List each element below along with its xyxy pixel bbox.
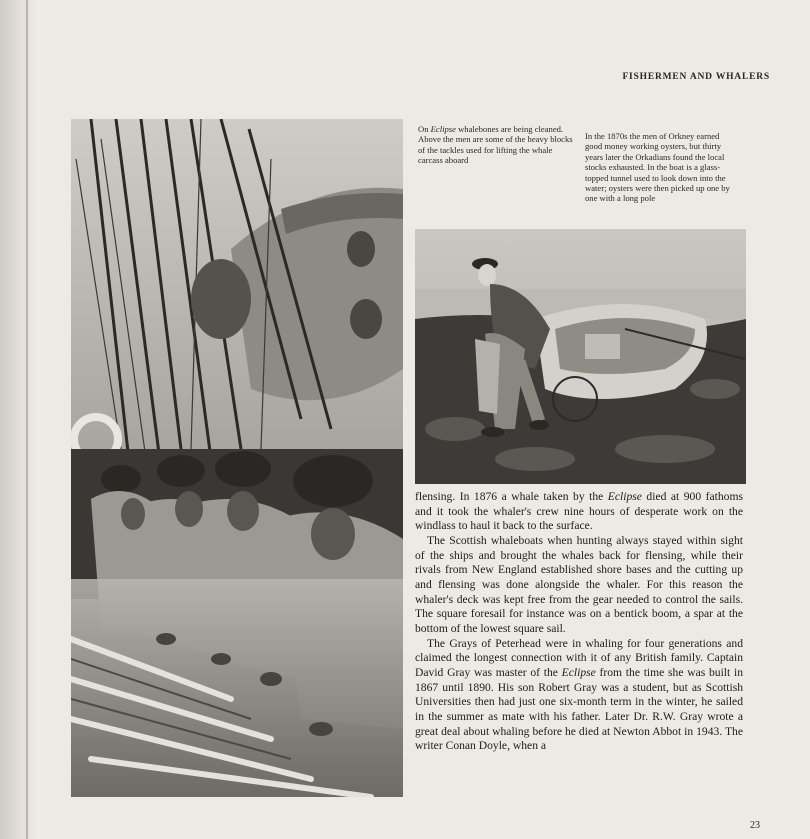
body-paragraph-2: The Scottish whaleboats when hunting always stayed within sight of the ships and brought the whales back for flensing, while their rivals from New England established shore bases and the cutting up and flensing was done alongside the whaler. For this reason the whaler's deck was kept free from the gear needed to control the sails. The square foresail for instance was on a bentick boom, a spar at the bottom of the lowest square sail.: [415, 533, 743, 635]
caption-left-pre: On: [418, 124, 431, 134]
book-gutter: [0, 0, 40, 839]
whalers-photo: [71, 119, 403, 797]
caption-left-post: whalebones are being cleaned. Above the men are some of the heavy blocks of the tackles used for lifting the whale carcass aboard: [418, 124, 573, 166]
body-p1-a: flensing. In 1876 a whale taken by the: [415, 490, 608, 503]
body-p3-ship: Eclipse: [561, 665, 596, 679]
oysterman-photo-illustration: [415, 229, 746, 484]
page-number: 23: [750, 820, 760, 831]
oysterman-photo: [415, 229, 746, 484]
body-p3-a: The Grays of Peterhead were in whaling for four generations and claimed the longest connection with it of any British family. Captain David Gray was master of the: [415, 636, 743, 679]
gutter-edge: [26, 0, 28, 839]
whalers-photo-illustration: [71, 119, 403, 797]
body-paragraph-3: [415, 637, 743, 754]
body-p1-ship: Eclipse: [607, 490, 642, 503]
caption-oysters: In the 1870s the men of Orkney earned good money working oysters, but thirty years later the Orkadians found the local stocks exhausted. In the boat is a glass-topped tunnel used to look down into the water; oysters were then picked up one by one with a long pole: [585, 131, 730, 204]
caption-left-ship: Eclipse: [430, 124, 456, 134]
running-head: FISHERMEN AND WHALERS: [622, 72, 770, 82]
body-p3-b: from the time she was built in 1867 until 1890. His son Robert Gray was a student, but as Scottish Universities then had just one six-month term in the winter, he sailed in the summer as mate with his father. Later Dr. R.W. Gray wrote a great deal about whaling before he died at Newton Abbot in 1943. The writer Conan Doyle, when a: [415, 665, 743, 753]
body-paragraph-1: [415, 490, 743, 534]
body-text: [415, 490, 743, 754]
caption-whalebones: [418, 124, 576, 166]
body-p1-b: died at 900 fathoms and it took the whaler's crew nine hours of desperate work on the windlass to haul it back to the surface.: [415, 490, 743, 533]
